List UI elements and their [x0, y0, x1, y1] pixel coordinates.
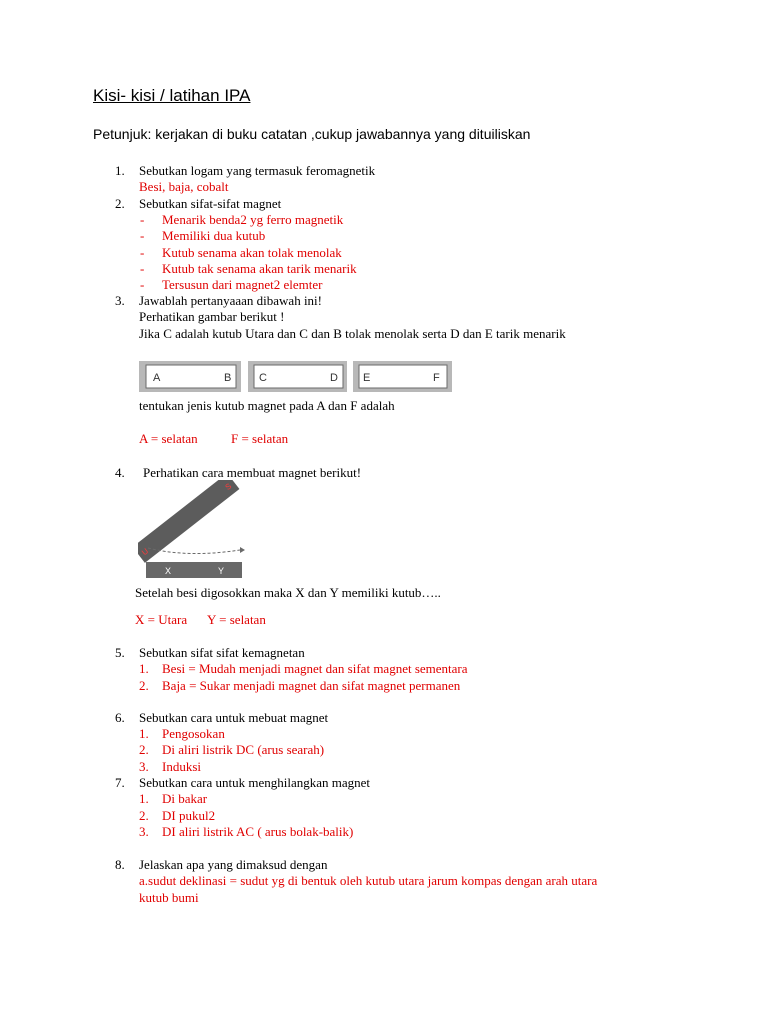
q5-text: Sebutkan sifat sifat kemagnetan: [139, 645, 305, 660]
q3-line3: Jika C adalah kutub Utara dan C dan B tolak menolak serta D dan E tarik menarik: [139, 326, 566, 341]
q6-answer: Pengosokan: [162, 726, 225, 741]
iron-bar: [146, 562, 242, 578]
bar-magnet-ab: [139, 361, 241, 392]
q5-number: 5.: [115, 645, 125, 660]
q4-question: Setelah besi digosokkan maka X dan Y memiliki kutub…..: [135, 585, 441, 600]
q6-number: 6.: [115, 710, 125, 725]
bullet-dash: -: [140, 277, 145, 292]
bar-magnet-diagonal: [138, 480, 239, 563]
q6-answer: Di aliri listrik DC (arus searah): [162, 742, 325, 757]
q3-question: tentukan jenis kutub magnet pada A dan F adalah: [139, 398, 395, 413]
q8-answer-line2: kutub bumi: [139, 890, 199, 905]
pole-b-label: B: [224, 372, 232, 384]
pole-e-label: E: [363, 372, 371, 384]
q7-answer-number: 3.: [139, 824, 149, 839]
pole-f-label: F: [433, 372, 440, 384]
bullet-dash: -: [140, 228, 145, 243]
q3-number: 3.: [115, 293, 125, 308]
iron-y-label: Y: [218, 566, 225, 576]
q4-number: 4.: [115, 465, 125, 480]
pole-u-label: U: [140, 546, 151, 558]
q5-answer-number: 2.: [139, 678, 149, 693]
q5-answer: Besi = Mudah menjadi magnet dan sifat magnet sementara: [162, 661, 468, 676]
q3-line2: Perhatikan gambar berikut !: [139, 309, 285, 324]
q1-answer: Besi, baja, cobalt: [139, 179, 229, 194]
q6-answer-number: 1.: [139, 726, 149, 741]
q7-answer-number: 1.: [139, 791, 149, 806]
iron-x-label: X: [165, 566, 172, 576]
magnet-rubbing-figure: [138, 480, 250, 580]
q4-answer-x: X = Utara: [135, 612, 188, 627]
q6-answer-number: 2.: [139, 742, 149, 757]
q2-answer: Memiliki dua kutub: [162, 228, 266, 243]
q8-text: Jelaskan apa yang dimaksud dengan: [139, 857, 328, 872]
q5-answer: Baja = Sukar menjadi magnet dan sifat magnet permanen: [162, 678, 461, 693]
pole-a-label: A: [153, 372, 161, 384]
q8-answer-line1: a.sudut deklinasi = sudut yg di bentuk oleh kutub utara jarum kompas dengan arah utara: [139, 873, 598, 888]
bullet-dash: -: [140, 261, 145, 276]
instruction-text: Petunjuk: kerjakan di buku catatan ,cukup jawabannya yang dituiliskan: [93, 126, 531, 142]
q6-answer-number: 3.: [139, 759, 149, 774]
q4-answer-y: Y = selatan: [207, 612, 266, 627]
q1-number: 1.: [115, 163, 125, 178]
q2-answer: Kutub senama akan tolak menolak: [162, 245, 342, 260]
q8-number: 8.: [115, 857, 125, 872]
q3-answer-a: A = selatan: [139, 431, 198, 446]
q2-answer: Kutub tak senama akan tarik menarik: [162, 261, 357, 276]
q7-number: 7.: [115, 775, 125, 790]
q2-number: 2.: [115, 196, 125, 211]
bullet-dash: -: [140, 245, 145, 260]
q7-text: Sebutkan cara untuk menghilangkan magnet: [139, 775, 371, 790]
q3-line1: Jawablah pertanyaaan dibawah ini!: [139, 293, 323, 308]
pole-c-label: C: [259, 372, 267, 384]
arrow-head-icon: [240, 547, 245, 553]
q3-answer-f: F = selatan: [231, 431, 289, 446]
q1-text: Sebutkan logam yang termasuk feromagnetik: [139, 163, 376, 178]
q7-answer: DI pukul2: [162, 808, 216, 823]
bullet-dash: -: [140, 212, 145, 227]
bar-magnets-figure: [138, 360, 454, 394]
q2-answer: Menarik benda2 yg ferro magnetik: [162, 212, 344, 227]
q7-answer-number: 2.: [139, 808, 149, 823]
q2-text: Sebutkan sifat-sifat magnet: [139, 196, 282, 211]
page-title: Kisi- kisi / latihan IPA: [93, 86, 251, 105]
q7-answer: DI aliri listrik AC ( arus bolak-balik): [162, 824, 354, 839]
q6-answer: Induksi: [162, 759, 201, 774]
pole-s-label: S: [223, 481, 234, 492]
pole-d-label: D: [330, 372, 338, 384]
bar-magnet-ef: [353, 361, 452, 392]
q5-answer-number: 1.: [139, 661, 149, 676]
q7-answer: Di bakar: [162, 791, 208, 806]
q2-answer: Tersusun dari magnet2 elemter: [162, 277, 323, 292]
q6-text: Sebutkan cara untuk mebuat magnet: [139, 710, 329, 725]
q4-text: Perhatikan cara membuat magnet berikut!: [143, 465, 362, 480]
bar-magnet-cd: [248, 361, 347, 392]
